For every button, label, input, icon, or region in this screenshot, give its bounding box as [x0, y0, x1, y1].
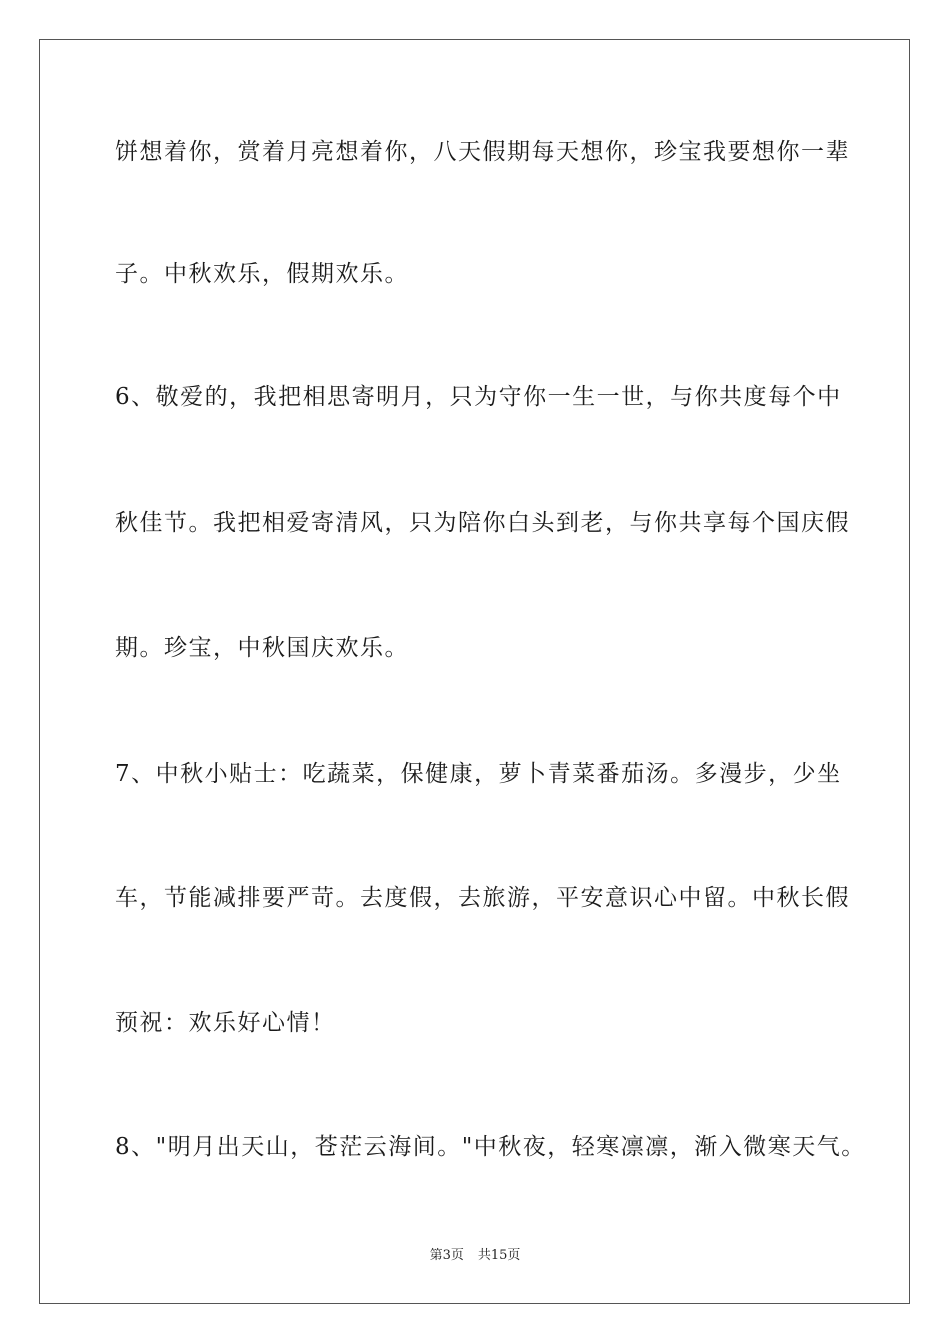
text-line: 8、"明月出天山，苍茫云海间。"中秋夜，轻寒凛凛，渐入微寒天气。: [115, 1134, 866, 1160]
text-line: 7、中秋小贴士：吃蔬菜，保健康，萝卜青菜番茄汤。多漫步，少坐: [115, 761, 842, 787]
text-line: 车，节能减排要严苛。去度假，去旅游，平安意识心中留。中秋长假: [115, 885, 850, 911]
text-line: 期。珍宝，中秋国庆欢乐。: [115, 635, 409, 661]
text-line: 6、敬爱的，我把相思寄明月，只为守你一生一世，与你共度每个中: [115, 384, 842, 410]
text-line: 预祝：欢乐好心情！: [115, 1010, 336, 1036]
page-total: 共15页: [477, 1248, 521, 1263]
text-line: 子。中秋欢乐，假期欢乐。: [115, 261, 409, 287]
text-line: 秋佳节。我把相爱寄清风，只为陪你白头到老，与你共享每个国庆假: [115, 510, 850, 536]
page-border: [39, 39, 910, 1304]
page-number: 第3页: [429, 1248, 464, 1263]
page-footer: [0, 1247, 950, 1265]
text-line: 饼想着你，赏着月亮想着你，八天假期每天想你，珍宝我要想你一辈: [115, 139, 850, 165]
